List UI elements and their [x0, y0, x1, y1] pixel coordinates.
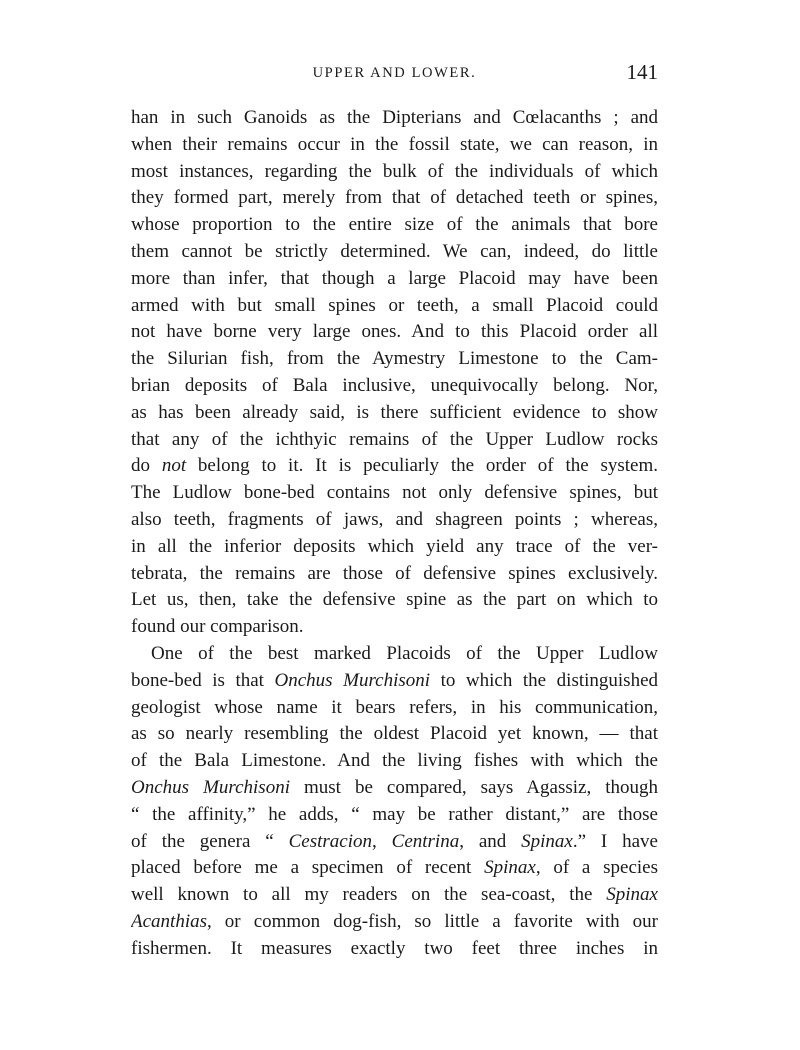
text-line [131, 829, 658, 856]
text-line [131, 909, 658, 936]
text-line: The Ludlow bone-bed contains not only defensive spines, but [131, 482, 658, 504]
italic-text: Spinax [606, 884, 658, 906]
text-line [131, 775, 658, 802]
text-run: bone-bed is that [131, 669, 275, 691]
running-title: UPPER AND LOWER. [312, 65, 477, 81]
text-line: most instances, regarding the bulk of the individuals of which [131, 160, 658, 182]
paragraph-1 [131, 105, 658, 641]
text-run: , [372, 830, 392, 852]
running-head [131, 60, 658, 86]
page-number: 141 [626, 60, 658, 84]
text-line: also teeth, fragments of jaws, and shagreen points ; whereas, [131, 508, 658, 530]
italic-text: Onchus Murchisoni [274, 669, 431, 691]
text-run: belong to it. It is peculiarly the order of the system. [186, 455, 658, 477]
text-line: of the Bala Limestone. And the living fishes with which the [131, 750, 658, 772]
italic-text: Onchus Murchisoni [131, 776, 290, 798]
text-line: One of the best marked Placoids of the Upper Ludlow [151, 642, 658, 664]
text-line: Let us, then, take the defensive spine as the part on which to [131, 589, 658, 611]
text-line [131, 668, 658, 695]
text-run: well known to all my readers on the sea-coast, the [131, 884, 607, 906]
text-line: them cannot be strictly determined. We can, indeed, do little [131, 240, 658, 262]
text-run: , of a species [535, 857, 658, 879]
text-run: do [131, 455, 162, 477]
paragraph-2 [131, 641, 658, 963]
text-line: armed with but small spines or teeth, a small Placoid could [131, 294, 658, 316]
text-run: .” I have [572, 830, 658, 852]
text-line: when their remains occur in the fossil state, we can reason, in [131, 133, 658, 155]
text-run: , and [459, 830, 522, 852]
italic-text: Spinax [484, 857, 536, 879]
text-line: whose proportion to the entire size of the animals that bore [131, 214, 658, 236]
text-line: “ the affinity,” he adds, “ may be rather distant,” are those [131, 803, 658, 825]
italic-text: not [161, 455, 187, 477]
text-line: the Silurian fish, from the Aymestry Limestone to the Cam- [131, 348, 658, 370]
text-run: , or common dog-fish, so little a favorite with our [207, 910, 658, 932]
italic-text: Centrina [391, 830, 460, 852]
text-line [131, 882, 658, 909]
text-line [131, 855, 658, 882]
text-line: as so nearly resembling the oldest Placoid yet known, — that [131, 723, 658, 745]
text-line: as has been already said, is there sufficient evidence to show [131, 401, 658, 423]
italic-text: Cestracion [288, 830, 372, 852]
text-line: han in such Ganoids as the Dipterians and Cœlacanths ; and [131, 107, 658, 128]
italic-text: Spinax [521, 830, 573, 852]
text-line: not have borne very large ones. And to this Placoid order all [131, 321, 658, 343]
text-line: they formed part, merely from that of detached teeth or spines, [131, 187, 658, 209]
text-run: must be compared, says Agassiz, though [289, 776, 658, 798]
text-run: placed before me a specimen of recent [131, 857, 485, 879]
text-line: in all the inferior deposits which yield any trace of the ver- [131, 535, 658, 557]
text-line [131, 453, 658, 480]
italic-text: Acanthias [131, 910, 207, 932]
text-line: fishermen. It measures exactly two feet three inches in [131, 937, 658, 959]
text-line: found our comparison. [131, 616, 304, 638]
text-run: to which the distinguished [430, 669, 658, 691]
text-line: that any of the ichthyic remains of the Upper Ludlow rocks [131, 428, 658, 450]
text-run: of the genera “ [131, 830, 289, 852]
text-line: more than infer, that though a large Placoid may have been [131, 267, 658, 289]
body-text [131, 105, 658, 963]
text-line: brian deposits of Bala inclusive, unequivocally belong. Nor, [131, 374, 658, 396]
text-line: tebrata, the remains are those of defensive spines exclusively. [131, 562, 658, 584]
text-line: geologist whose name it bears refers, in his communication, [131, 696, 658, 718]
